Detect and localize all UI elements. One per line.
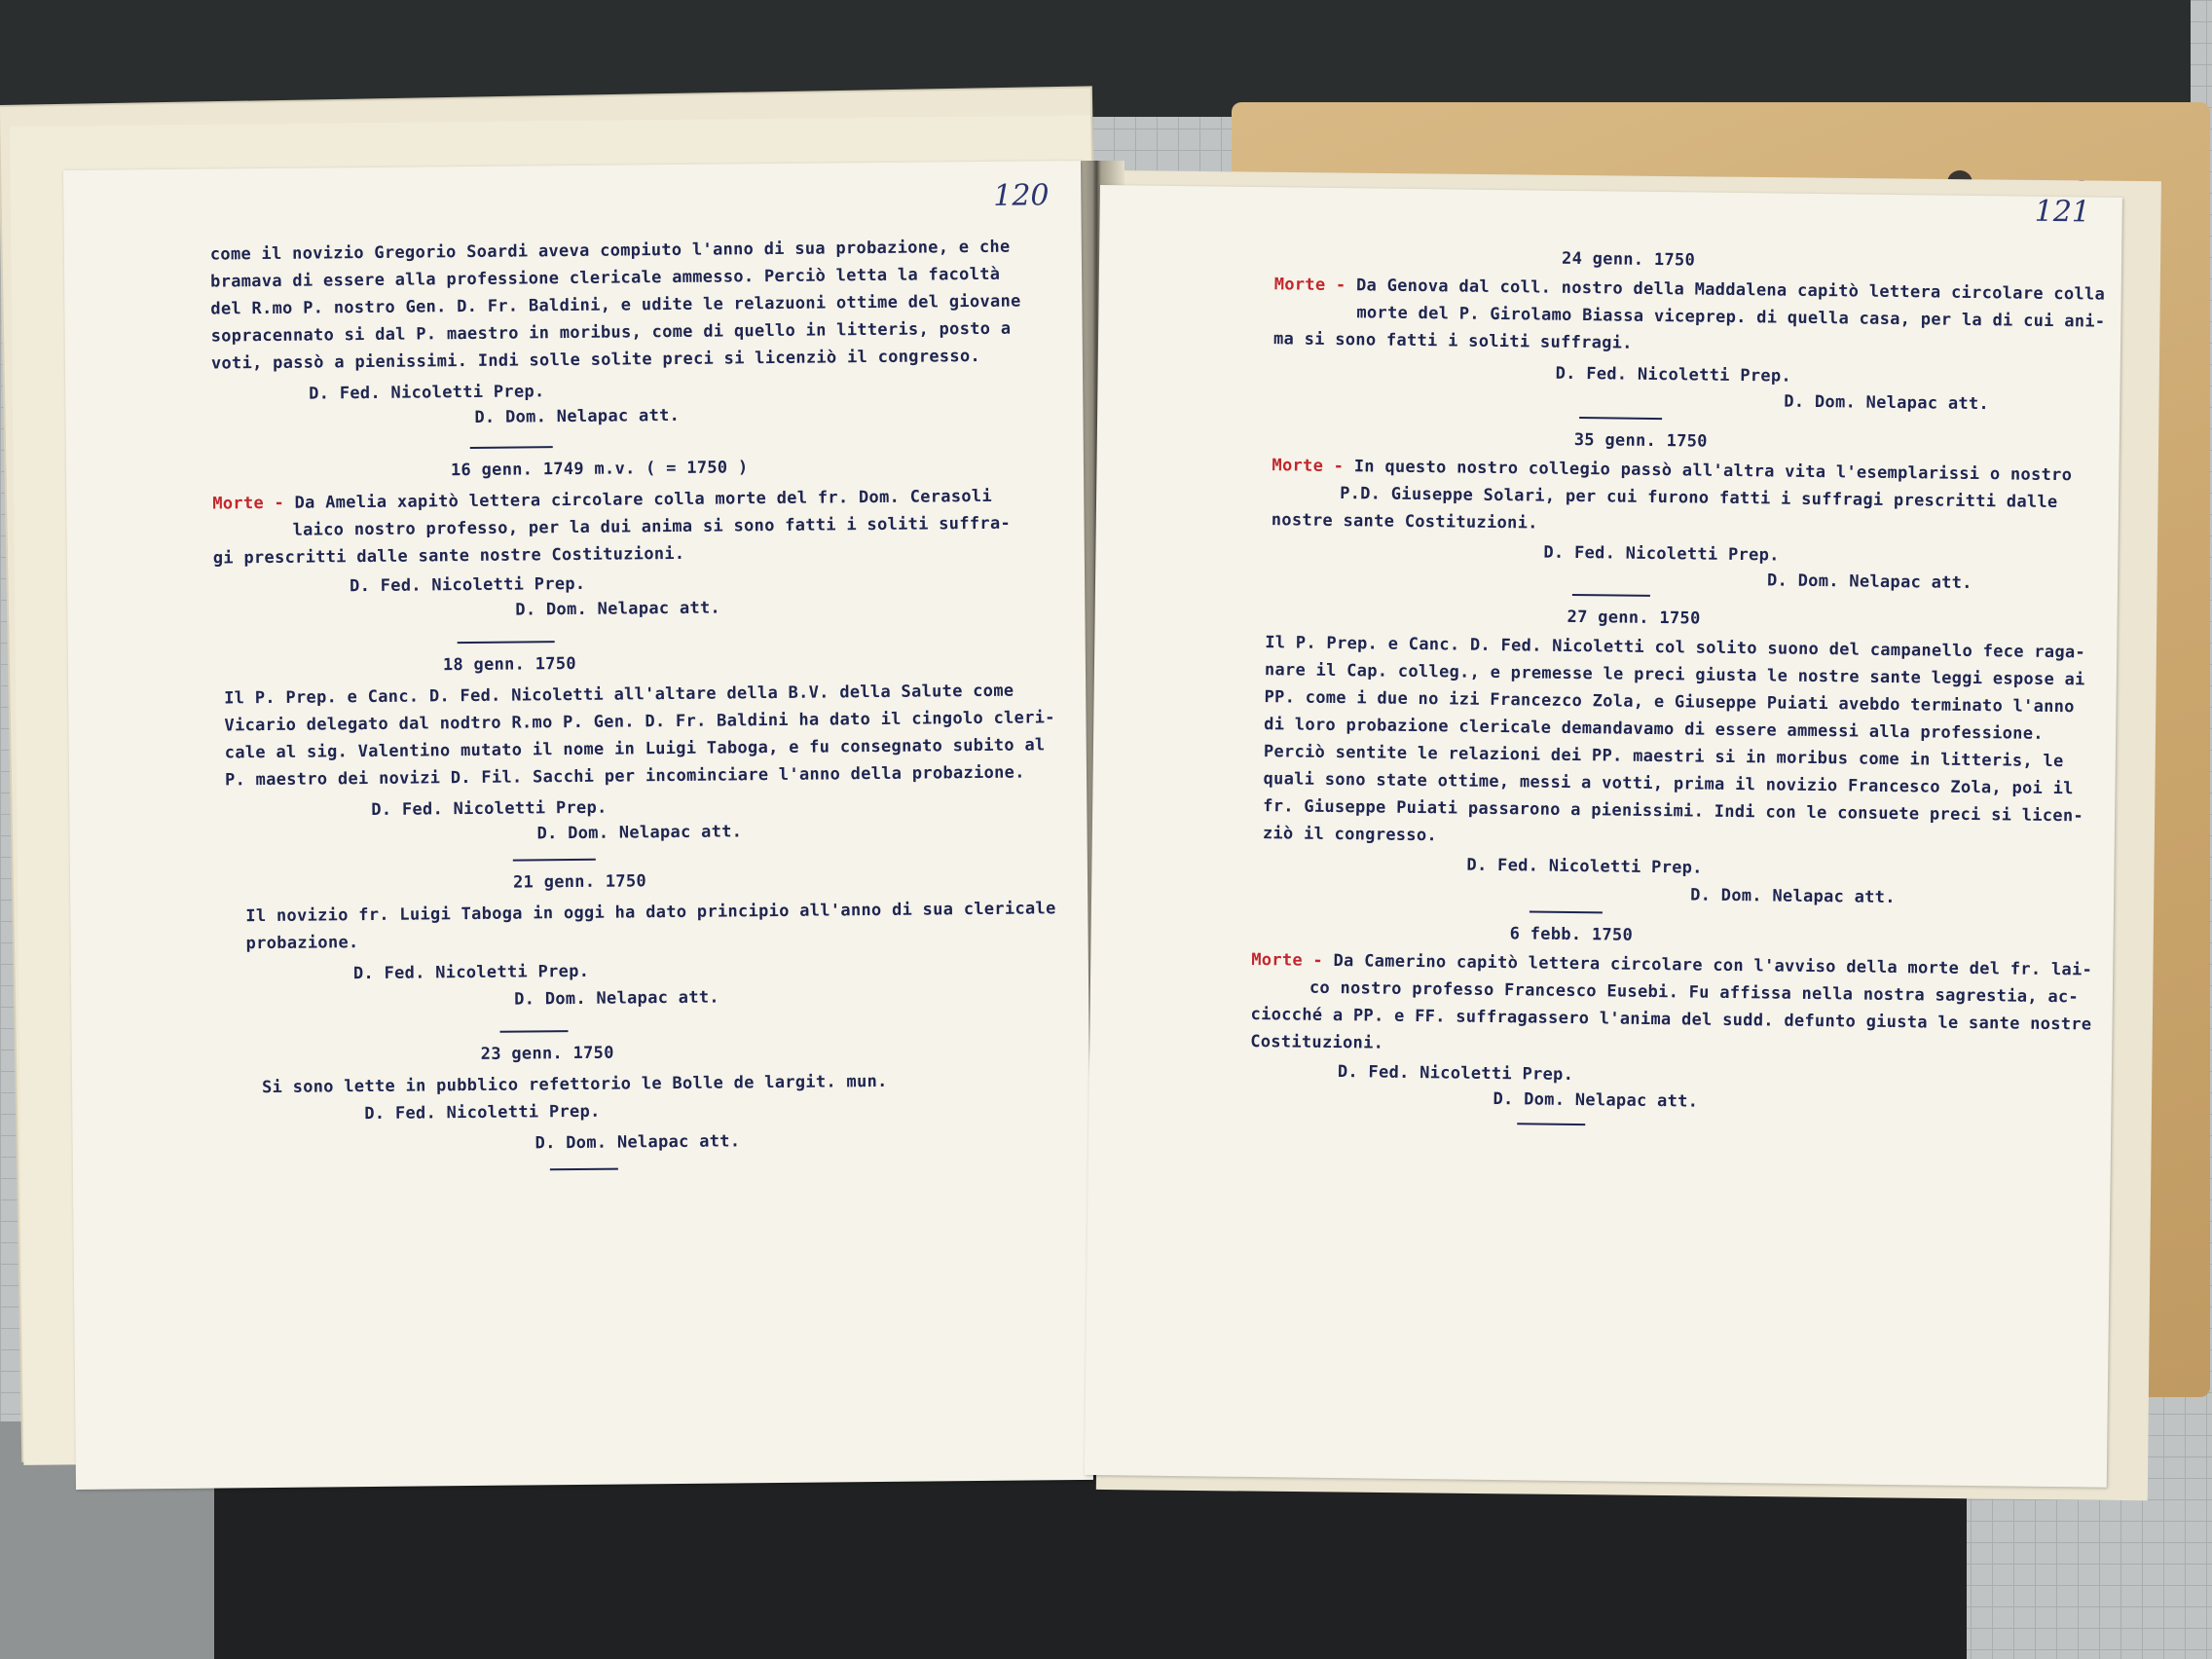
signature-att: D. Dom. Nelapac att. <box>1493 1089 1699 1112</box>
text-line: sopracennato si dal P. maestro in moribus, come di quello in litteris, posto a <box>210 318 1012 347</box>
separator-rule <box>458 641 555 644</box>
signature-att: D. Dom. Nelapac att. <box>536 822 743 844</box>
text-line: nare il Cap. colleg., e premesse le preci giusta le nostre sante leggi espose ai <box>1264 660 2085 690</box>
entry-date: 23 genn. 1750 <box>480 1043 614 1064</box>
text-line: Costituzioni. <box>1250 1031 1384 1053</box>
text-line: Il novizio fr. Luigi Taboga in oggi ha dato principio all'anno di sua clericale <box>245 899 1056 927</box>
signature-prep: D. Fed. Nicoletti Prep. <box>352 961 590 984</box>
text-line: Da Camerino capitò lettera circolare con l'avviso della morte del fr. lai- <box>1333 950 2093 980</box>
text-line: probazione. <box>245 933 359 954</box>
text-line: Perciò sentite le relazioni dei PP. maestri si in moribus come in litteris, le <box>1263 742 2064 772</box>
signature-att: D. Dom. Nelapac att. <box>1784 391 1990 415</box>
page-number: 120 <box>993 178 1050 213</box>
dark-background <box>0 0 2191 117</box>
text-line: bramava di essere alla professione clericale ammesso. Perciò letta la facoltà <box>210 264 1001 292</box>
text-line: cale al sig. Valentino mutato il nome in Luigi Taboga, e fu consegnato subito al <box>224 735 1046 763</box>
text-line: Vicario delegato dal nodtro R.mo P. Gen. D. Fr. Baldini ha dato il cingolo cleri- <box>224 708 1055 736</box>
entry-date: 6 febb. 1750 <box>1509 924 1634 945</box>
separator-rule <box>1579 417 1662 420</box>
signature-att: D. Dom. Nelapac att. <box>1690 885 1896 908</box>
entry-date: 21 genn. 1750 <box>512 871 647 893</box>
signature-att: D. Dom. Nelapac att. <box>1766 571 1972 593</box>
text-line: Il P. Prep. e Canc. D. Fed. Nicoletti all'altare della B.V. della Salute come <box>224 681 1014 709</box>
separator-rule <box>1517 1123 1585 1125</box>
text-line: P.D. Giuseppe Solari, per cui furono fatti i suffragi prescritti dalle <box>1340 484 2058 513</box>
text-line: ciocché a PP. e FF. suffragassero l'anima del sudd. defunto giusta le sante nostre <box>1250 1004 2092 1035</box>
signature-prep: D. Fed. Nicoletti Prep. <box>1543 542 1780 566</box>
text-line: co nostro professo Francesco Eusebi. Fu affissa nella nostra sagrestia, ac- <box>1309 977 2080 1008</box>
text-line: morte del P. Girolamo Biassa viceprep. di quella casa, per la di cui ani- <box>1356 303 2106 332</box>
text-line: In questo nostro collegio passò all'altra vita l'esemplarissi o nostro <box>1353 457 2073 486</box>
signature-prep: D. Fed. Nicoletti Prep. <box>1337 1062 1574 1086</box>
signature-prep: D. Fed. Nicoletti Prep. <box>371 797 608 820</box>
morte-label: Morte - <box>1272 456 1345 477</box>
text-line: Da Amelia xapitò lettera circolare colla morte del fr. Dom. Cerasoli <box>294 486 993 513</box>
entry-date: 35 genn. 1750 <box>1573 429 1708 452</box>
text-line: nostre sante Costituzioni. <box>1271 510 1538 534</box>
text-line: laico nostro professo, per la dui anima si sono fatti i soliti suffra- <box>292 513 1012 540</box>
signature-prep: D. Fed. Nicoletti Prep. <box>350 573 586 597</box>
signature-prep: D. Fed. Nicoletti Prep. <box>1555 363 1792 387</box>
text-line: voti, passò a pienissimi. Indi solle solite preci si licenziò il congresso. <box>210 346 981 374</box>
signature-prep: D. Fed. Nicoletti Prep. <box>364 1101 601 1124</box>
separator-rule <box>1572 594 1650 597</box>
text-line: ziò il congresso. <box>1262 824 1438 846</box>
text-line: Da Genova dal coll. nostro della Maddalena capitò lettera circolare colla <box>1355 276 2106 305</box>
text-line: fr. Giuseppe Puiati passarono a pienissimi. Indi con le consuete preci si licen- <box>1263 796 2084 827</box>
signature-prep: D. Fed. Nicoletti Prep. <box>309 382 545 404</box>
entry-date: 24 genn. 1750 <box>1561 248 1696 271</box>
text-line: del R.mo P. nostro Gen. D. Fr. Baldini, e udite le relazuoni ottime del giovane <box>210 291 1021 319</box>
text-line: quali sono state ottime, messi a votti, prima il novizio Francesco Zola, poi il <box>1263 769 2074 799</box>
left-page <box>63 161 1093 1490</box>
separator-rule <box>470 446 553 449</box>
text-line: ma si sono fatti i soliti suffragi. <box>1272 329 1633 353</box>
right-page <box>1085 185 2122 1488</box>
signature-prep: D. Fed. Nicoletti Prep. <box>1466 855 1703 878</box>
separator-rule <box>500 1030 569 1033</box>
morte-label: Morte - <box>212 493 285 514</box>
separator-rule <box>513 859 596 862</box>
entry-date: 27 genn. 1750 <box>1567 607 1701 629</box>
signature-att: D. Dom. Nelapac att. <box>535 1131 741 1154</box>
entry-date: 18 genn. 1750 <box>442 653 576 676</box>
page-number: 121 <box>2034 194 2091 230</box>
entry-date: 16 genn. 1749 m.v. ( = 1750 ) <box>450 458 749 481</box>
separator-rule <box>1530 910 1603 913</box>
text-line: Il P. Prep. e Canc. D. Fed. Nicoletti col solito suono del campanello fece raga- <box>1265 633 2086 663</box>
signature-att: D. Dom. Nelapac att. <box>515 598 721 620</box>
text-line: gi prescritti dalle sante nostre Costituzioni. <box>212 543 685 569</box>
text-line: come il novizio Gregorio Soardi aveva compiuto l'anno di sua probazione, e che <box>209 237 1011 265</box>
text-line: P. maestro dei novizi D. Fil. Sacchi per incominciare l'anno della probazione. <box>224 762 1025 791</box>
text-line: PP. come i due no izi Francezco Zola, e Giuseppe Puiati avebdo terminato l'anno <box>1264 687 2075 718</box>
text-line: di loro probazione clericale demandavamo di essere ammessi alla professione. <box>1264 715 2044 744</box>
signature-att: D. Dom. Nelapac att. <box>474 405 681 427</box>
separator-rule <box>550 1168 618 1171</box>
text-line: Si sono lette in pubblico refettorio le Bolle de largit. mun. <box>261 1071 888 1098</box>
morte-label: Morte - <box>1273 275 1346 296</box>
morte-label: Morte - <box>1251 949 1324 971</box>
signature-att: D. Dom. Nelapac att. <box>514 987 719 1010</box>
